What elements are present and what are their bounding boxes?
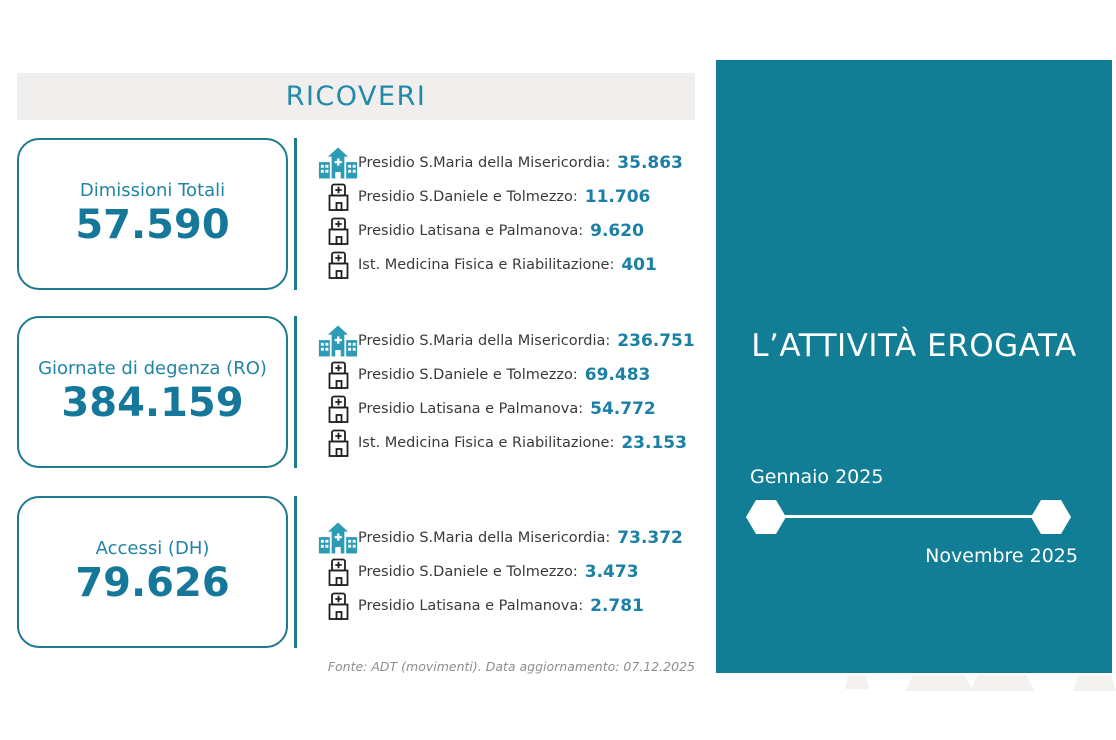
list-item (318, 151, 700, 175)
section-header (17, 73, 695, 120)
presidio-label: Ist. Medicina Fisica e Riabilitazione: (358, 435, 615, 451)
hospital-main-icon (318, 521, 358, 555)
section-dimissioni (17, 138, 700, 290)
timeline-end-label: Novembre 2025 (925, 545, 1078, 567)
source-note: Fonte: ADT (movimenti). Data aggiornamento: 07.12.2025 (327, 659, 695, 674)
presidio-list (318, 138, 700, 290)
presidio-label: Presidio S.Daniele e Tolmezzo: (358, 564, 578, 580)
presidio-value: 3.473 (584, 562, 639, 582)
presidio-value: 35.863 (617, 153, 683, 173)
hospital-main-icon (318, 324, 358, 358)
kpi-label: Dimissioni Totali (79, 179, 226, 201)
kpi-card-accessi (17, 496, 288, 648)
kpi-card-giornate (17, 316, 288, 468)
presidio-label: Presidio Latisana e Palmanova: (358, 598, 584, 614)
presidio-value: 23.153 (621, 433, 687, 453)
list-item (318, 253, 700, 277)
presidio-label: Presidio S.Maria della Misericordia: (358, 155, 611, 171)
panel-title: L’ATTIVITÀ EROGATA (751, 328, 1077, 364)
timeline-slider-track[interactable] (766, 515, 1051, 518)
list-item (318, 594, 700, 618)
presidio-label: Presidio Latisana e Palmanova: (358, 223, 584, 239)
hospital-icon (318, 558, 358, 587)
presidio-label: Presidio Latisana e Palmanova: (358, 401, 584, 417)
vertical-divider (294, 496, 297, 648)
list-item (318, 329, 700, 353)
page-title: RICOVERI (285, 81, 427, 112)
list-item (318, 219, 700, 243)
hospital-icon (318, 251, 358, 280)
presidio-value: 11.706 (584, 187, 651, 207)
section-giornate-degenza (17, 316, 700, 468)
presidio-value: 69.483 (584, 365, 651, 385)
decorative-shape (1073, 675, 1116, 691)
presidio-label: Presidio S.Daniele e Tolmezzo: (358, 367, 578, 383)
kpi-value: 79.626 (75, 560, 230, 607)
timeline-handle-end[interactable] (1031, 500, 1071, 534)
presidio-value: 54.772 (590, 399, 656, 419)
hospital-icon (318, 183, 358, 212)
section-accessi (17, 496, 700, 648)
list-item (318, 526, 700, 550)
hospital-icon (318, 395, 358, 424)
presidio-list (318, 316, 700, 468)
hospital-icon (318, 361, 358, 390)
presidio-label: Presidio S.Maria della Misericordia: (358, 333, 611, 349)
vertical-divider (294, 316, 297, 468)
hospital-main-icon (318, 146, 358, 180)
timeline-handle-start[interactable] (746, 500, 786, 534)
presidio-value: 73.372 (617, 528, 683, 548)
presidio-list (318, 496, 700, 648)
decorative-shape (905, 675, 973, 691)
presidio-label: Presidio S.Daniele e Tolmezzo: (358, 189, 578, 205)
presidio-value: 236.751 (617, 331, 695, 351)
list-item (318, 560, 700, 584)
decorative-shape (970, 675, 1034, 691)
hospital-icon (318, 429, 358, 458)
kpi-label: Accessi (DH) (95, 537, 210, 559)
presidio-value: 2.781 (590, 596, 644, 616)
presidio-value: 401 (621, 255, 657, 275)
kpi-value: 384.159 (61, 380, 244, 427)
hospital-icon (318, 217, 358, 246)
timeline-start-label: Gennaio 2025 (750, 466, 884, 488)
presidio-label: Presidio S.Maria della Misericordia: (358, 530, 611, 546)
kpi-card-dimissioni (17, 138, 288, 290)
hospital-icon (318, 592, 358, 621)
vertical-divider (294, 138, 297, 290)
list-item (318, 397, 700, 421)
list-item (318, 363, 700, 387)
list-item (318, 185, 700, 209)
presidio-value: 9.620 (590, 221, 644, 241)
kpi-value: 57.590 (75, 202, 230, 249)
list-item (318, 431, 700, 455)
decorative-shape (845, 675, 869, 689)
presidio-label: Ist. Medicina Fisica e Riabilitazione: (358, 257, 615, 273)
kpi-label: Giornate di degenza (RO) (38, 357, 267, 379)
side-panel (716, 60, 1112, 673)
